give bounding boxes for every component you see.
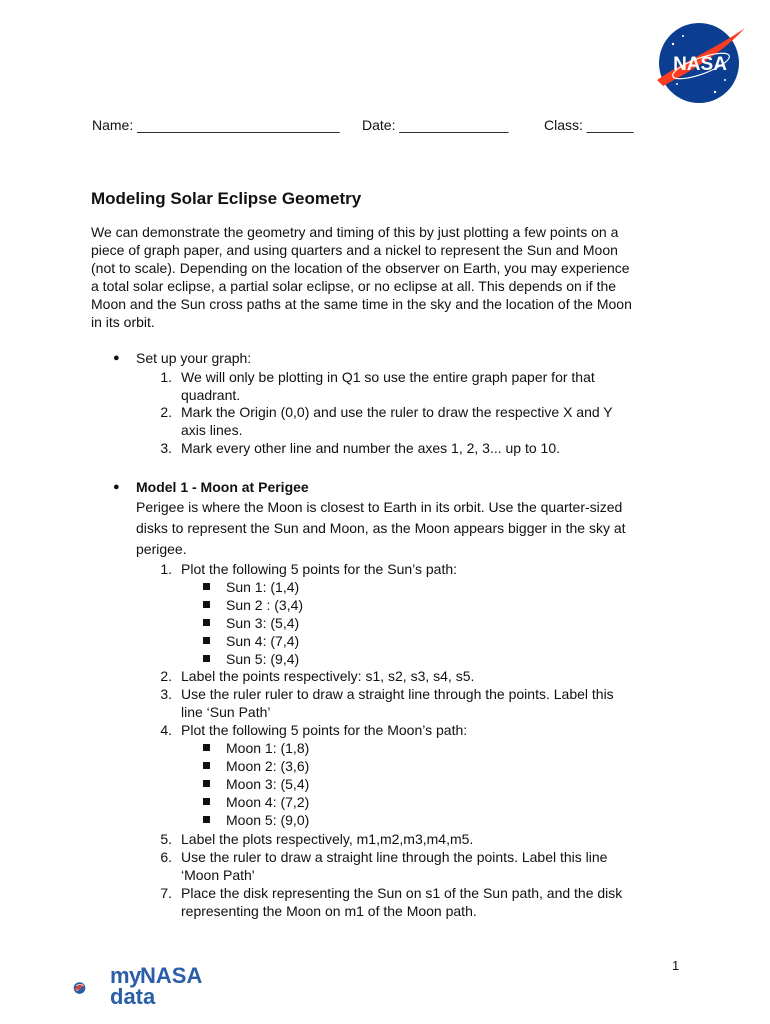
model-1-step-4: Plot the following 5 points for the Moon’s path: — [181, 722, 468, 738]
step-number: 2. — [160, 404, 172, 420]
intro-line: Moon and the Sun cross paths at the same time in the sky and the location of the Moon — [91, 296, 632, 312]
sun-point: Sun 5: (9,4) — [226, 651, 300, 667]
square-bullet-icon — [203, 637, 210, 644]
step-number: 2. — [160, 668, 172, 684]
step-number: 3. — [160, 440, 172, 456]
square-bullet-icon — [203, 619, 210, 626]
step-number: 4. — [160, 722, 172, 738]
step-number: 3. — [160, 686, 172, 702]
model-1-step-5: Label the plots respectively, m1,m2,m3,m4,m5. — [181, 831, 474, 847]
sun-point: Sun 3: (5,4) — [226, 615, 300, 631]
intro-line: We can demonstrate the geometry and timing of this by just plotting a few points on a — [91, 224, 619, 240]
mynasadata-logo-my: my — [110, 963, 141, 988]
square-bullet-icon — [203, 798, 210, 805]
step-number: 6. — [160, 849, 172, 865]
class-field-label: Class: ______ — [544, 117, 634, 133]
step-number: 7. — [160, 885, 172, 901]
model-1-step-2: Label the points respectively: s1, s2, s3, s4, s5. — [181, 668, 475, 684]
square-bullet-icon — [203, 583, 210, 590]
moon-point: Moon 3: (5,4) — [226, 776, 310, 792]
intro-line: (not to scale). Depending on the location of the observer on Earth, you may experience — [91, 260, 630, 276]
model-1-step-3: Use the ruler ruler to draw a straight line through the points. Label this — [181, 686, 614, 702]
name-field-label: Name: __________________________ — [92, 117, 340, 133]
setup-step-1: We will only be plotting in Q1 so use the entire graph paper for that — [181, 369, 595, 385]
setup-step-2: Mark the Origin (0,0) and use the ruler to draw the respective X and Y — [181, 404, 613, 420]
step-number: 1. — [160, 369, 172, 385]
moon-point: Moon 5: (9,0) — [226, 812, 310, 828]
model-1-step-7: Place the disk representing the Sun on s1 of the Sun path, and the disk — [181, 885, 623, 901]
setup-step-1-cont: quadrant. — [181, 387, 241, 403]
model-1-description: disks to represent the Sun and Moon, as the Moon appears bigger in the sky at — [136, 520, 626, 536]
step-number: 1. — [160, 561, 172, 577]
step-number: 5. — [160, 831, 172, 847]
model-1-step-6-cont: ‘Moon Path' — [181, 867, 255, 883]
model-1-description: Perigee is where the Moon is closest to Earth in its orbit. Use the quarter-sized — [136, 499, 623, 515]
model-1-step-6: Use the ruler to draw a straight line through the points. Label this line — [181, 849, 608, 865]
setup-heading: Set up your graph: — [136, 350, 252, 366]
square-bullet-icon — [203, 655, 210, 662]
moon-point: Moon 1: (1,8) — [226, 740, 310, 756]
sun-point: Sun 2 : (3,4) — [226, 597, 304, 613]
model-1-heading: Model 1 - Moon at Perigee — [136, 479, 309, 495]
bullet-dot-icon: ● — [113, 481, 120, 493]
page-title: Modeling Solar Eclipse Geometry — [91, 189, 362, 208]
square-bullet-icon — [203, 744, 210, 751]
sun-point: Sun 1: (1,4) — [226, 579, 300, 595]
setup-step-2-cont: axis lines. — [181, 422, 243, 438]
moon-point: Moon 4: (7,2) — [226, 794, 310, 810]
model-1-description: perigee. — [136, 541, 187, 557]
bullet-dot-icon: ● — [113, 352, 120, 364]
sun-point: Sun 4: (7,4) — [226, 633, 300, 649]
square-bullet-icon — [203, 780, 210, 787]
mynasadata-logo-nasa: NASA — [140, 963, 203, 988]
intro-line: a total solar eclipse, a partial solar eclipse, or no eclipse at all. This depends on if the — [91, 278, 617, 294]
nasa-logo-text: NASA — [673, 54, 727, 75]
model-1-step-3-cont: line ‘Sun Path’ — [181, 704, 271, 720]
square-bullet-icon — [203, 816, 210, 823]
nasa-logo — [653, 22, 747, 104]
setup-step-3: Mark every other line and number the axes 1, 2, 3... up to 10. — [181, 440, 560, 456]
model-1-step-7-cont: representing the Moon on m1 of the Moon path. — [181, 903, 477, 919]
square-bullet-icon — [203, 762, 210, 769]
page-number: 1 — [672, 958, 680, 973]
date-field-label: Date: ______________ — [362, 117, 509, 133]
mynasadata-logo-data: data — [110, 984, 156, 1009]
intro-line: in its orbit. — [91, 314, 155, 330]
model-1-step-1: Plot the following 5 points for the Sun’s path: — [181, 561, 458, 577]
square-bullet-icon — [203, 601, 210, 608]
intro-line: piece of graph paper, and using quarters and a nickel to represent the Sun and Moon — [91, 242, 618, 258]
moon-point: Moon 2: (3,6) — [226, 758, 310, 774]
